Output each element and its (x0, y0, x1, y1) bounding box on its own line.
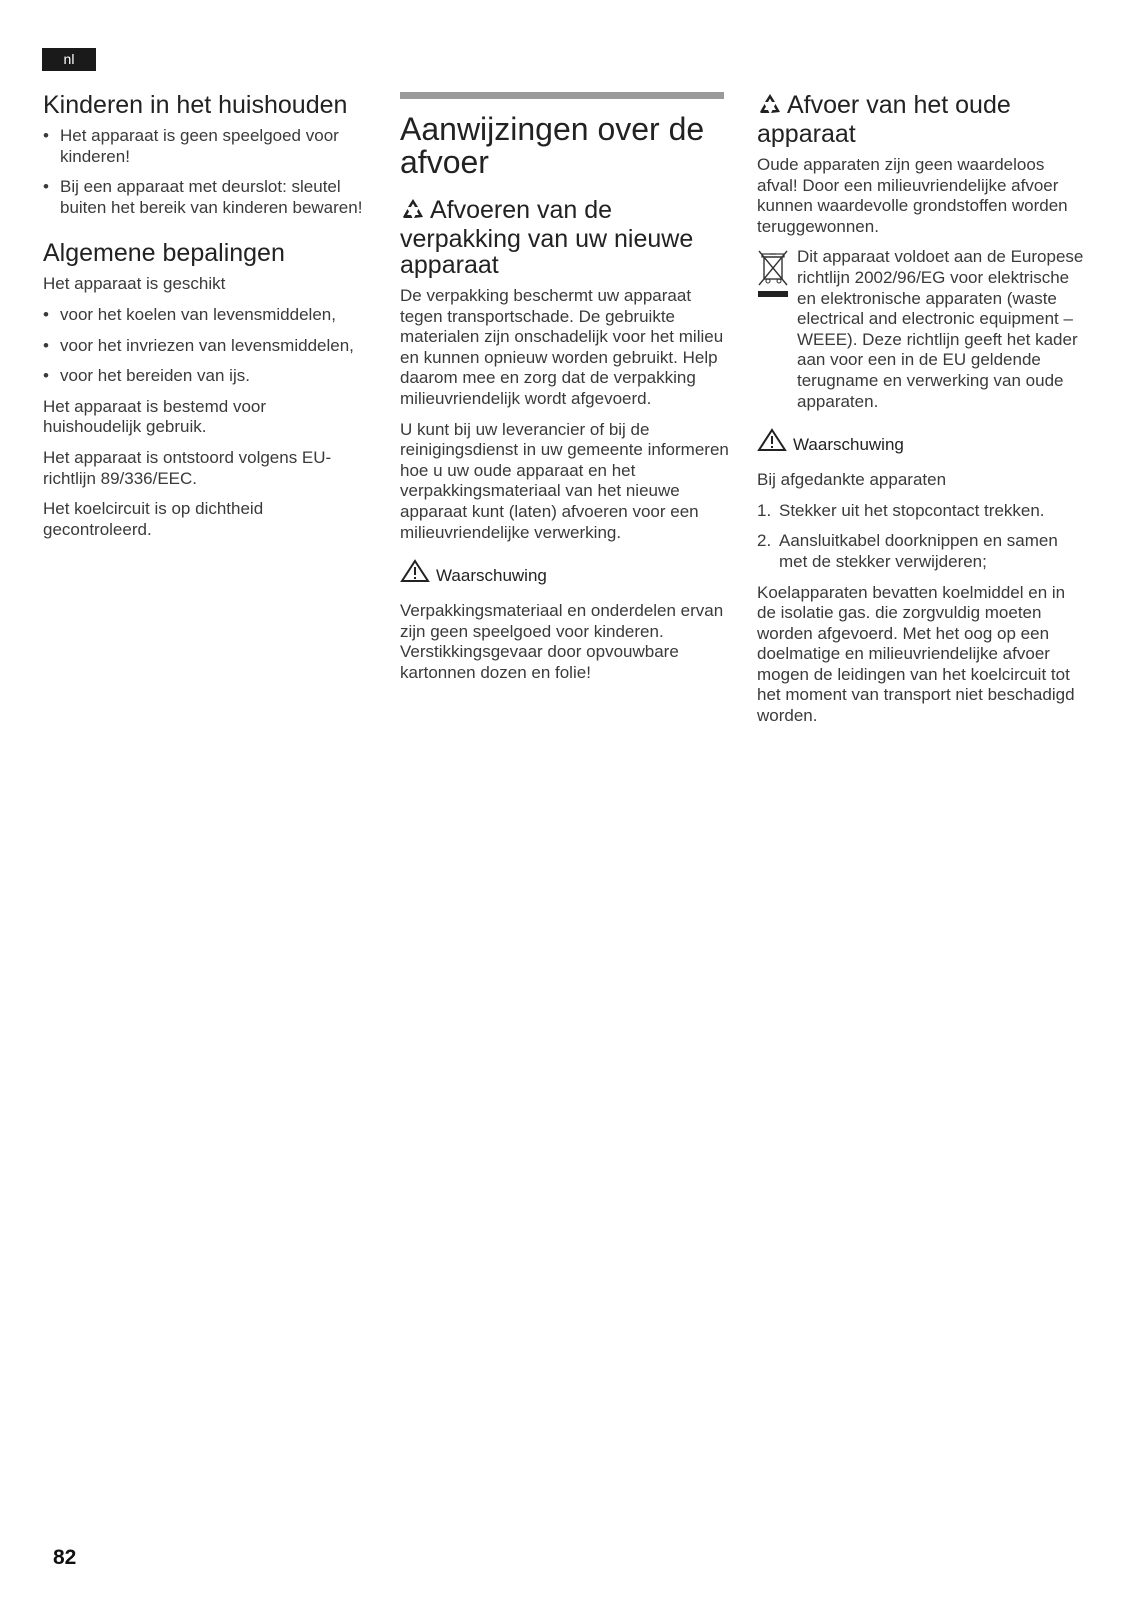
list-item: 1. Stekker uit het stopcontact trekken. (757, 500, 1045, 520)
algemene-intro: Het apparaat is geschikt (43, 274, 226, 294)
weee-text: Dit apparaat voldoet aan de Europese richtlijn 2002/96/EG voor elektrische en elektronische apparaten (waste electrical and electronic equipment – WEEE). Deze richtlijn geeft het kader aan voor een in de EU geldende terugname en verwerking van oude apparaten. (797, 247, 1084, 411)
warning-heading: Waarschuwing (757, 428, 1087, 458)
warning-text: Verpakkingsmateriaal en onderdelen ervan zijn geen speelgoed voor kinderen. Verstikkingsgevaar door opvouwbare kartonnen dozen en folie! (400, 601, 724, 682)
list-item: • Het apparaat is geen speelgoed voor kinderen! (43, 126, 339, 166)
paragraph: Oude apparaten zijn geen waardeloos afval! Door een milieuvriendelijke afvoer kunnen waardevolle grondstoffen worden teruggewonnen. (757, 155, 1068, 236)
recycle-icon (757, 92, 783, 121)
paragraph: Het koelcircuit is op dichtheid gecontroleerd. (43, 499, 264, 539)
list-item: • Bij een apparaat met deurslot: sleutel buiten het bereik van kinderen bewaren! (43, 177, 363, 217)
language-tag: nl (42, 48, 96, 71)
column-middle (400, 92, 730, 694)
oude-apparaat-heading: Afvoer van het oude apparaat (757, 91, 1011, 148)
column-right (757, 92, 1087, 737)
algemene-list (43, 305, 369, 387)
list-item: • voor het koelen van levensmiddelen, (43, 304, 336, 324)
main-heading: Aanwijzingen over de afvoer (400, 111, 705, 180)
paragraph: Het apparaat is bestemd voor huishoudelijk gebruik. (43, 396, 267, 437)
list-item: • voor het invriezen van levensmiddelen, (43, 335, 354, 355)
warning-triangle-icon (400, 559, 430, 589)
section-rule (400, 92, 724, 99)
page-number: 82 (53, 1546, 77, 1569)
warning-intro: Bij afgedankte apparaten (757, 470, 947, 490)
steps-list (757, 501, 1087, 573)
weee-block (757, 247, 1087, 412)
kinderen-heading: Kinderen in het huishouden (43, 91, 348, 119)
paragraph: Het apparaat is ontstoord volgens EU-richtlijn 89/336/EEC. (43, 447, 332, 488)
warning-heading: Waarschuwing (400, 559, 730, 589)
verpakking-heading: Afvoeren van de verpakking van uw nieuwe apparaat (400, 196, 694, 279)
kinderen-list (43, 126, 369, 218)
weee-bin-icon (757, 249, 789, 306)
recycle-icon (400, 197, 426, 226)
algemene-heading: Algemene bepalingen (43, 239, 285, 268)
warning-triangle-icon (757, 428, 787, 458)
list-item: • voor het bereiden van ijs. (43, 366, 250, 386)
paragraph: De verpakking beschermt uw apparaat tegen transportschade. De gebruikte materialen zijn onschadelijk voor het milieu en kunnen opnieuw worden gebruikt. Help daarom mee en zorg dat de verpakking milieuvriendelijk wordt afgevoerd. (400, 286, 724, 408)
list-item: 2. Aansluitkabel doorknippen en samen met de stekker verwijderen; (757, 531, 1058, 571)
paragraph: U kunt bij uw leverancier of bij de reinigingsdienst in uw gemeente informeren hoe u uw oude apparaat en het verpakkingsmateriaal van het nieuwe apparaat kunt (laten) afvoeren voor een milieuvriendelijke verwerking. (400, 419, 729, 542)
column-left (43, 92, 369, 550)
paragraph: Koelapparaten bevatten koelmiddel en in de isolatie gas. die zorgvuldig moeten worden afgevoerd. Met het oog op een doelmatige en milieuvriendelijke afvoer mogen de leidingen van het koelcircuit tot het moment van transport niet beschadigd worden. (757, 582, 1075, 726)
